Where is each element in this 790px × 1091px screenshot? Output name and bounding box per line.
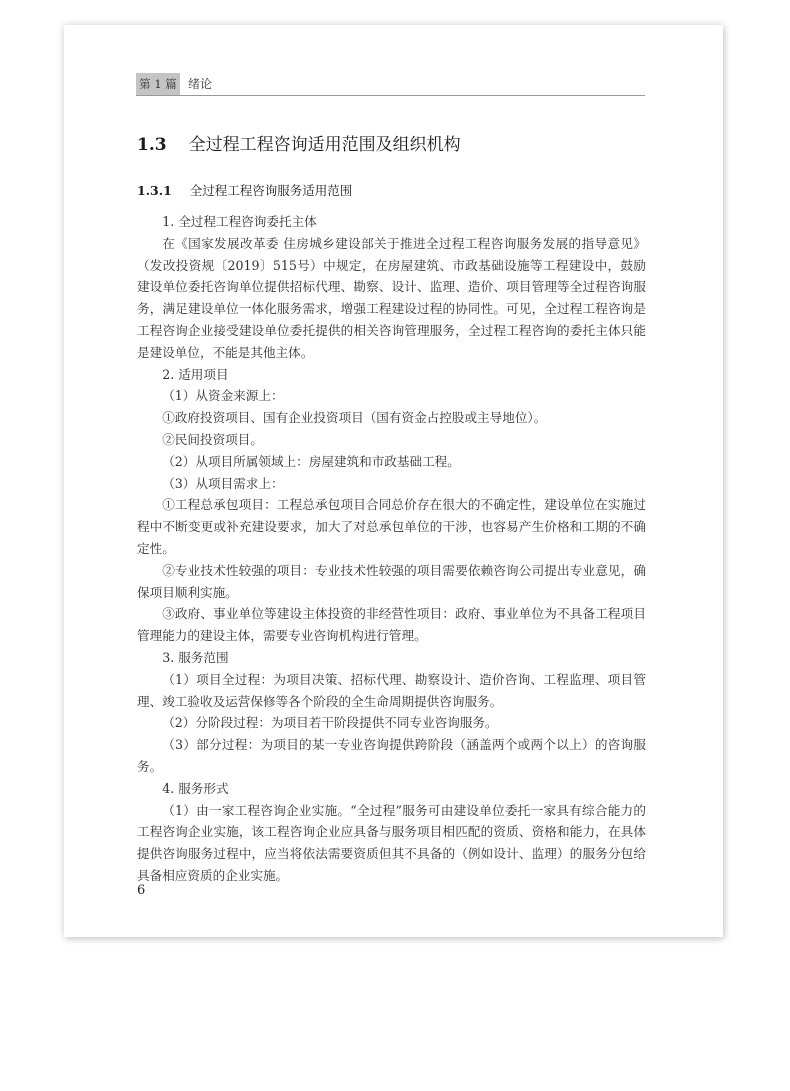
section-number: 1.3 bbox=[137, 135, 167, 155]
paragraph: （3）从项目需求上： bbox=[162, 475, 284, 491]
running-header bbox=[136, 73, 645, 96]
paragraph: 3. 服务范围 bbox=[162, 649, 229, 665]
paragraph: ①政府投资项目、国有企业投资项目（国有资金占控股或主导地位）。 bbox=[162, 410, 547, 426]
paragraph: ②专业技术性较强的项目：专业技术性较强的项目需要依赖咨询公司提出专业意见，确保项目顺利实施。 bbox=[137, 562, 646, 600]
paragraph: 1. 全过程工程咨询委托主体 bbox=[162, 214, 317, 229]
section-heading bbox=[137, 133, 461, 157]
subsection-heading bbox=[137, 181, 352, 201]
body-text bbox=[137, 211, 646, 887]
subsection-number: 1.3.1 bbox=[137, 183, 172, 198]
paragraph: ①工程总承包项目：工程总承包项目合同总价存在很大的不确定性，建设单位在实施过程中不断变更或补充建设要求，加大了对总承包单位的干涉，也容易产生价格和工期的不确定性。 bbox=[137, 497, 646, 556]
paragraph: 2. 适用项目 bbox=[162, 366, 229, 382]
paragraph: ③政府、事业单位等建设主体投资的非经营性项目：政府、事业单位为不具备工程项目管理能力的建设主体，需要专业咨询机构进行管理。 bbox=[137, 606, 646, 644]
paragraph: （1）项目全过程：为项目决策、招标代理、勘察设计、造价咨询、工程监理、项目管理、竣工验收及运营保修等各个阶段的全生命周期提供咨询服务。 bbox=[137, 671, 646, 709]
subsection-title: 全过程工程咨询服务适用范围 bbox=[189, 183, 353, 198]
paragraph: （2）从项目所属领域上：房屋建筑和市政基础工程。 bbox=[162, 453, 460, 469]
paragraph: （3）部分过程：为项目的某一专业咨询提供跨阶段（涵盖两个或两个以上）的咨询服务。 bbox=[137, 737, 646, 774]
paragraph: （2）分阶段过程：为项目若干阶段提供不同专业咨询服务。 bbox=[162, 715, 498, 731]
paragraph: ②民间投资项目。 bbox=[162, 431, 263, 447]
part-title: 绪论 bbox=[188, 77, 213, 91]
paragraph: （1）由一家工程咨询企业实施。“全过程”服务可由建设单位委托一家具有综合能力的工程咨询企业实施，该工程咨询企业应具备与服务项目相匹配的资质、资格和能力，在具体提供咨询服务过程中，应当将依法需要资质但其不具备的（例如设计、监理）的服务分包给具备相应资质的企业实施。 bbox=[137, 802, 646, 883]
paragraph: （1）从资金来源上： bbox=[162, 388, 284, 404]
paragraph: 在《国家发展改革委 住房城乡建设部关于推进全过程工程咨询服务发展的指导意见》（发改投资规〔2019〕515号）中规定，在房屋建筑、市政基础设施等工程建设中，鼓励建设单位委托咨询单位提供招标代理、勘察、设计、监理、造价、项目管理等全过程咨询服务，满足建设单位一体化服务需求，增强工程建设过程的协同性。可见，全过程工程咨询是工程咨询企业接受建设单位委托提供的相关咨询管理服务，全过程工程咨询的委托主体只能是建设单位，不能是其他主体。 bbox=[137, 235, 646, 360]
book-page bbox=[64, 25, 723, 937]
section-title: 全过程工程咨询适用范围及组织机构 bbox=[188, 135, 461, 155]
paragraph: 4. 服务形式 bbox=[162, 780, 229, 796]
part-label: 第 1 篇 bbox=[136, 73, 180, 95]
page-number: 6 bbox=[137, 883, 146, 898]
